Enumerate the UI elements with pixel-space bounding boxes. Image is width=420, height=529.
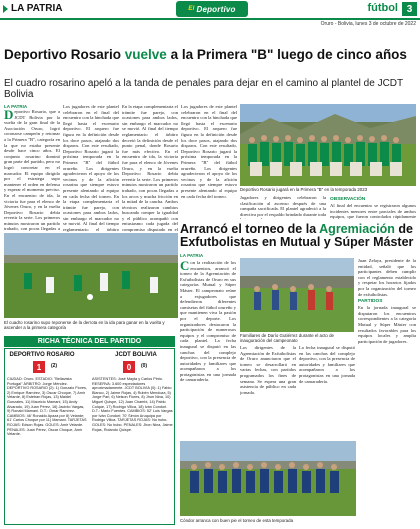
team-1-name: DEPORTIVO ROSARIO bbox=[9, 352, 75, 358]
section-label: fútbol bbox=[367, 2, 398, 14]
drop-cap: C bbox=[180, 260, 190, 273]
page-number: 3 bbox=[402, 2, 417, 16]
story1-paragraph: Al final del encuentro se registraron algunos incidentes menores entre parciales de ambos equipos, que fueron controlados rápidamente bbox=[330, 203, 416, 219]
drop-cap: D bbox=[4, 109, 14, 122]
story1-bottom-caption: El cuadro rosarino supo reponerse de la derrota en la ida para ganar en la vuelta y ascender a la primera categoría bbox=[4, 320, 165, 331]
story2-paragraph: on la realización de los encuentros, arrancó el torneo de la Agremiación de Exfutbolistas de Oruro en sus categorías Mutual y Súper Máster. El campeonato reúne a exjugadores que defendieron diferentes camisetas del fútbol orureño y que mantienen viva la pasión por el deporte. Los organizadores destacaron la participación de numerosos equipos y el compromiso de cada plantel. bbox=[180, 260, 236, 344]
dateline: Oruro - Bolivia, lunes 3 de octubre de 2022 bbox=[320, 21, 416, 27]
story1-column-5 bbox=[240, 195, 326, 219]
story1-paragraph: En la etapa complementaria el trámite fue parejo, con ocasiones para ambos lados, sin embargo el marcador no se movió. Al final del tiempo reglamentario el árbitro bbox=[63, 193, 119, 233]
story1-observacion-title: OBSERVACIÓN bbox=[330, 197, 366, 202]
story1-headline-part: Deportivo Rosario bbox=[4, 47, 125, 62]
deportivo-logo bbox=[176, 1, 248, 17]
ceremony-photo-illustration bbox=[240, 258, 354, 332]
story1-paragraph: Jugadores y dirigentes celebraron la clasificación al ascenso después de una campaña sacrificada. El plantel agradeció a la directiva por el respaldo brindado durante toda bbox=[240, 195, 326, 217]
story1-headline-part: a la Primera "B" luego de cinco años bbox=[166, 47, 407, 62]
action-photo-illustration bbox=[4, 233, 178, 318]
story2-photo-2 bbox=[180, 441, 356, 516]
team-2-penalties: (0) bbox=[140, 363, 148, 369]
story2-column-3 bbox=[299, 345, 355, 439]
story1-headline-highlight: vuelve bbox=[124, 47, 167, 62]
story1-column-6 bbox=[330, 195, 416, 219]
ficha-column-1: CIUDAD: Oruro. ESTADIO: "Bellavista Portugal" ÁRBITRO: Jorge Méndez. DEPORTIVO ROSARIO (2): 1) Gonzalo Flores, 2) Enrique Ramírez, 3) Oscar Choque, 7) Amir Velarde, 8) Esteban Rojas, 13) Maidel Gonzales, 11) Mauricio Mamani, 15) Andy Alvarado, 19) Juan Pérez, 16) Jacinto Vargas, 9) Ronald Mamani. D.T.: Omar Ramírez. CAMBIOS: 46' Ronaldo Apaza por 8) Velarde; 61' Carlos Choque por 11) Mamani. TARJETAS ROJAS: Edson Rojas. GOLES: Amir Velarde. PENALES: Juan Pérez, Oscar Choque, Amir Velarde. bbox=[7, 377, 87, 437]
masthead bbox=[3, 3, 62, 14]
story2-photo-1-caption: Familiares de Darío Gutiérrez durante el acto de inauguración del campeonato bbox=[240, 333, 334, 344]
story1-byline: LA PATRIA bbox=[4, 104, 28, 109]
team-2-name: JCDT BOLIVIA bbox=[115, 352, 157, 358]
story1-paragraph: Los jugadores de este plantel celebraron en el final del encuentro con la hinchada que llegó hasta el escenario deportivo. El arquero fue figura en la definición desde los doce pasos, atajando dos disparos. Con este resultado, Deportivo Rosario jugará la próxima temporada en la Primera "B" del fútbol orureño. Los dirigentes agradecieron el apoyo de los vecinos y de la afición rosarina que siempre estuvo presente alentando al equipo en cada fecha del torneo. bbox=[181, 104, 237, 199]
arrow-icon bbox=[3, 5, 8, 13]
story2-headline-part: Arrancó el torneo de la bbox=[180, 222, 320, 236]
deportivo-logo-prefix: El bbox=[188, 6, 195, 12]
story2-paragraph: La fecha inaugural se disputó en las canchas del complejo deportivo, con la presencia de autoridades y familiares que acompañaron a los protagonistas en una jornada de camaradería. bbox=[180, 338, 236, 383]
story2-paragraph: Juan Zelaya, presidente de la entidad, señaló que los participantes deben cumplir con el reglamento establecido y respetar los horarios fijados por la organización del torneo de exfutbolistas. bbox=[358, 258, 416, 297]
team-photo-illustration bbox=[240, 104, 416, 186]
story2-column-2 bbox=[240, 345, 296, 439]
story2-paragraph: Los dirigentes de la Agremiación de Exfutbolistas de Oruro anunciaron que el torneo se desarrollará en varias fechas, con partidos programados los fines de semana. Se espera una gran asistencia de público en cada jornada. bbox=[240, 345, 296, 395]
story2-column-4 bbox=[358, 258, 416, 525]
team-1-penalties: (2) bbox=[50, 363, 58, 369]
masthead-label: LA PATRIA bbox=[11, 3, 63, 14]
story2-photo-2-caption: Cóndor arranca con buen pie el torneo de esta temporada bbox=[180, 518, 294, 523]
header-rule bbox=[0, 18, 420, 20]
story1-paragraph: En el encuentro de ida, la victoria fue para el elenco de Jóvenes Oruro, y en la vuelta Deportivo Rosario debía revertir la serie. Los primeros minutos mostraron un partido trabado, con pocas llegadas a bbox=[4, 192, 60, 232]
team-1-score: 1 bbox=[33, 361, 45, 373]
ficha-column-2: ASISTENTES: José Mayta y Carlos Pinto. RESERVA: 3.600 espectadores aproximadamente. JCDT BOLIVIA (0): 1) Fabio Blanco, 2) Jaime Rojas, 4) Rubén Mendoza, 5) Jorge Pari, 6) Nelson Flores, 8) Jhon Nina, 10) Miguel Quispe, 12) Juan Chambi, 14) Pablo Colque, 17) Rodrigo Villca, 18) Iván Condori. D.T.: Mario Fuentes. CAMBIOS: 52' Luis Vargas por Iván Condori; 70' Simón Aruquipa por Rodrigo Villca. TARJETAS ROJAS: No hubo. GOLES: No hubo. PENALES: Jhon Nina, Jaime Rojas, Rolando Quispe. bbox=[92, 377, 173, 432]
story1-paragraph: eportivo Rosario, que a JCDT Bolivia por la vuelta de la gran final de la Asociación Oruro, logró coronarse campeón y retornar a la Primera "B", categoría en la que no estaba presente desde hace cinco años. El conjunto rosarino dominó gran parte del partido, pero no logró concretar en el marcador. El equipo dirigido por el estratega supo mantener el orden en defensa y esperar el momento preciso. bbox=[4, 109, 60, 193]
story1-column-4 bbox=[181, 104, 237, 218]
story1-deck: El cuadro rosarino apeló a la tanda de penales para dejar en el camino al plantel de JCDT Bolivia bbox=[4, 78, 403, 100]
page-header bbox=[0, 0, 420, 20]
story2-paragraph: La fecha inaugural se disputó en las canchas del complejo deportivo, con la presencia de autoridades y familiares que acompañaron a los protagonistas en una jornada de camaradería. bbox=[299, 345, 355, 384]
story1-paragraph: Los jugadores de este plantel celebraron en el final del encuentro con la hinchada que llegó hasta el escenario deportivo. El arquero fue figura en la definición desde los doce pasos, atajando dos disparos. Con este resultado, Deportivo Rosario jugará la próxima temporada en la Primera "B" del fútbol orureño. Los dirigentes agradecieron el apoyo de los vecinos y de la afición rosarina que siempre estuvo presente alentando al equipo en cada fecha del torneo. bbox=[63, 104, 119, 199]
story1-headline bbox=[4, 48, 414, 62]
story2-headline bbox=[180, 223, 416, 249]
story2-photo-1 bbox=[240, 258, 354, 332]
deportivo-logo-text: Deportivo bbox=[196, 4, 236, 14]
team-photo-2-illustration bbox=[180, 441, 356, 516]
story2-headline-part: de Exfutbolistas en Mutual y Súper Máster bbox=[180, 222, 414, 249]
story1-team-photo bbox=[240, 104, 416, 186]
story2-partidos-title: PARTIDOS bbox=[358, 299, 383, 305]
story1-paragraph: En el encuentro de ida, la victoria fue para el elenco de Jóvenes Oruro, y en la vuelta Deportivo Rosario debía revertir la serie. Los primeros minutos mostraron un partido trabado, con pocas llegadas a los arcos y mucha fricción en la mitad de la cancha. Ambos técnicos realizaron cambios buscando romper la igualdad y el público acompañó con entusiasmo cada jugada del compromiso disputado en el bbox=[122, 148, 178, 233]
ficha-tecnica-title: RICHA TÉCNICA DEL PARTIDO bbox=[4, 336, 175, 347]
story1-paragraph: En la etapa complementaria el trámite fue parejo, con ocasiones para ambos lados, sin embargo el marcador no se movió. Al final del tiempo reglamentario el árbitro decretó la definición desde el punto penal, donde Rosario fue más efectivo. bbox=[122, 104, 178, 154]
story2-paragraph: En la jornada inaugural se disputaron los encuentros correspondientes a la categoría Mutual y Súper Máster con resultados favorables para los equipos locales y amplia participación de jugadores. bbox=[358, 305, 416, 344]
team-2-score: 0 bbox=[123, 361, 135, 373]
story1-photo-caption: Deportivo Rosario jugará en la Primera "B" en la temporada 2023 bbox=[240, 187, 368, 192]
story2-byline: LA PATRIA bbox=[180, 253, 204, 258]
story1-action-photo bbox=[4, 233, 178, 318]
ficha-tecnica-box bbox=[4, 348, 175, 525]
story2-headline-highlight: Agremiación bbox=[319, 222, 395, 236]
